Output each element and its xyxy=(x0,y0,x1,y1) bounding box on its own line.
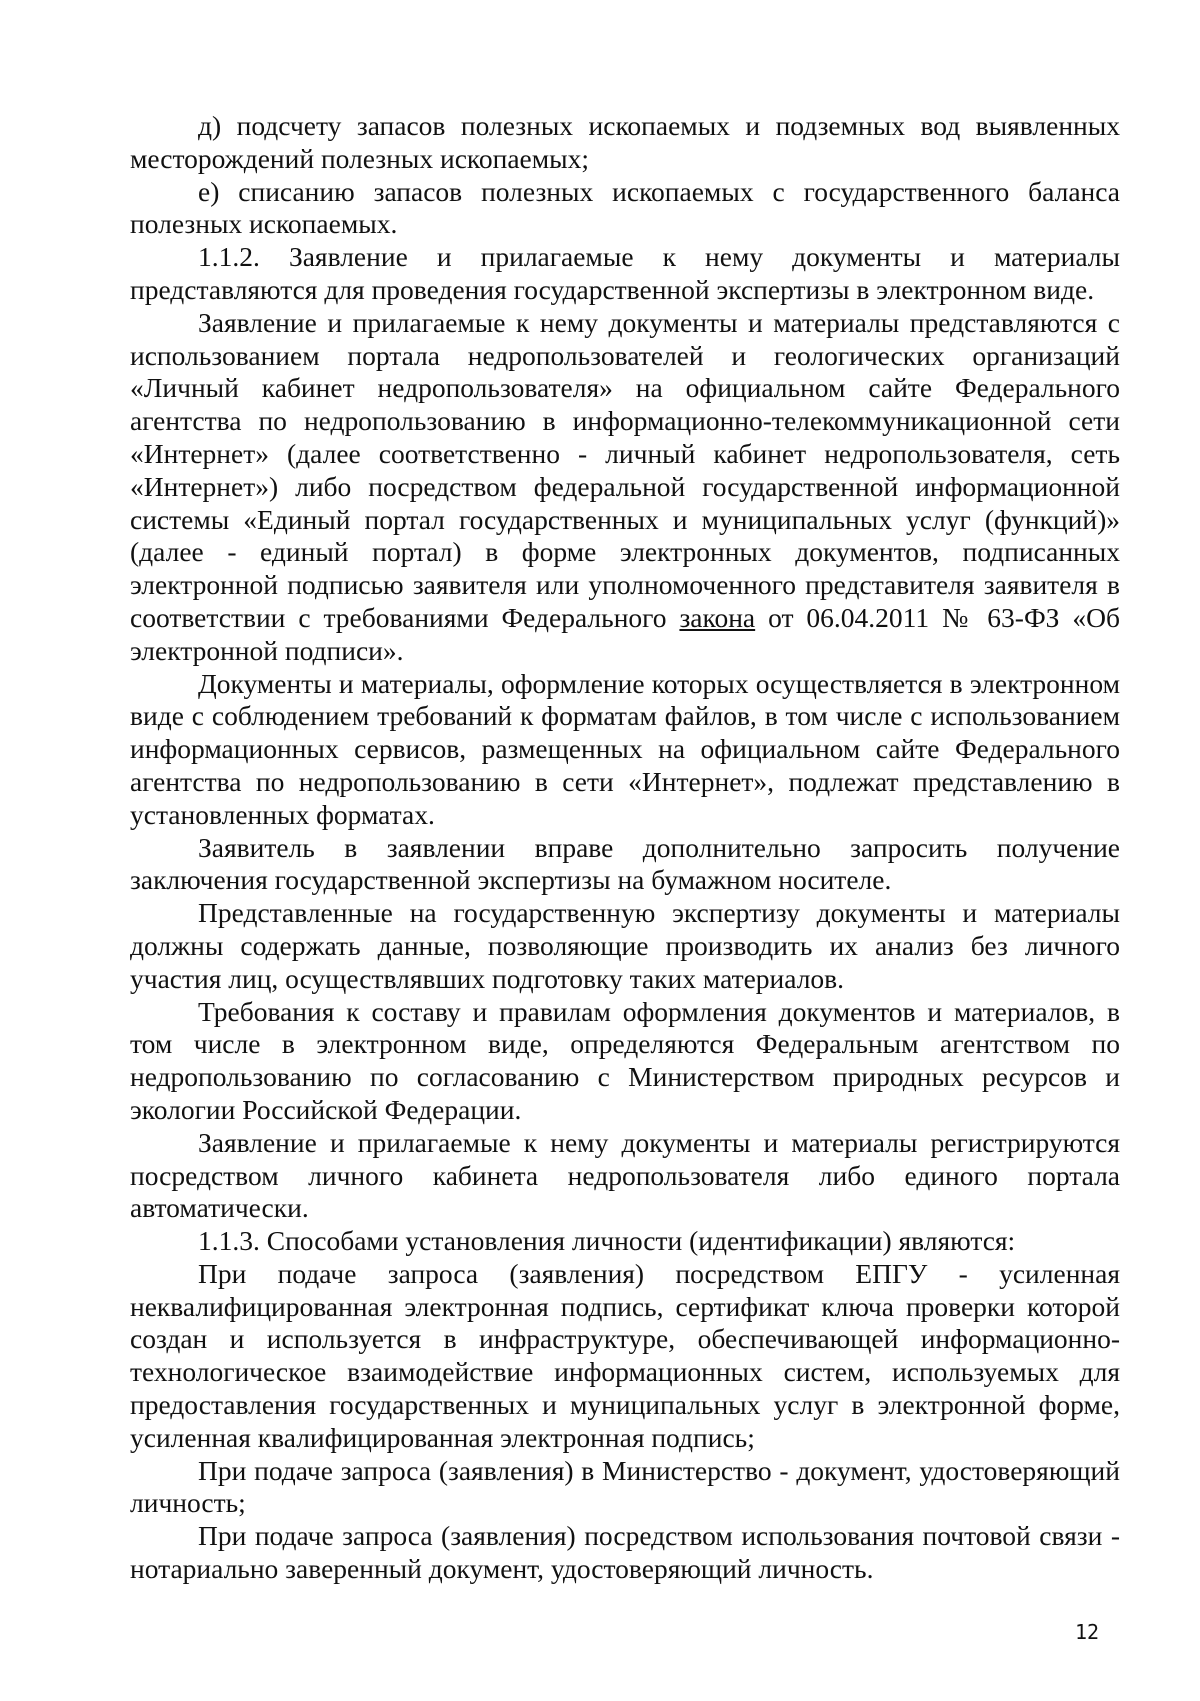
paragraph-text-after-link: от 06.04.2011 № 63-ФЗ «Об электронной подписи». xyxy=(130,601,1120,666)
paragraph-item-e: е) списанию запасов полезных ископаемых с государственного баланса полезных ископаемых. xyxy=(130,175,1120,240)
paragraph-epgu-identification: При подаче запроса (заявления) посредством ЕПГУ - усиленная неквалифицированная электронная подпись, сертификат ключа проверки которой создан и используется в инфраструктуре, обеспечивающей информационно-технологическое взаимодействие информационных систем, используемых для предоставления государственных и муниципальных услуг в электронной форме, усиленная квалифицированная электронная подпись; xyxy=(130,1257,1120,1453)
paragraph-paper-copy: Заявитель в заявлении вправе дополнительно запросить получение заключения государственной экспертизы на бумажном носителе. xyxy=(130,831,1120,896)
paragraph-registration: Заявление и прилагаемые к нему документы и материалы регистрируются посредством личного кабинета недропользователя либо единого портала автоматически. xyxy=(130,1126,1120,1224)
paragraph-item-d: д) подсчету запасов полезных ископаемых и подземных вод выявленных месторождений полезных ископаемых; xyxy=(130,110,1120,174)
paragraph-data-content: Представленные на государственную экспертизу документы и материалы должны содержать данные, позволяющие производить их анализ без личного участия лиц, осуществлявших подготовку таких материалов. xyxy=(130,897,1120,994)
paragraph-electronic-formats: Документы и материалы, оформление которых осуществляется в электронном виде с соблюдением требований к форматам файлов, в том числе с использованием информационных сервисов, размещенных на официальном сайте Федерального агентства по недропользованию в сети «Интернет», подлежат представлению в установленных форматах. xyxy=(130,667,1120,830)
paragraph-submission-channels xyxy=(130,307,1120,668)
paragraph-ministry-identification: При подаче запроса (заявления) в Министерство - документ, удостоверяющий личность; xyxy=(130,1454,1120,1519)
page-number: 12 xyxy=(1075,1620,1100,1644)
paragraph-requirements: Требования к составу и правилам оформления документов и материалов, в том числе в электронном виде, определяются Федеральным агентством по недропользованию по согласованию с Министерством природных ресурсов и экологии Российской Федерации. xyxy=(130,995,1120,1125)
paragraph-text-before-link: Заявление и прилагаемые к нему документы и материалы представляются с использованием портала недропользователей и геологических организаций «Личный кабинет недропользователя» на официальном сайте Федерального агентства по недропользованию в информационно-телекоммуникационной сети «Интернет» (далее соответственно - личный кабинет недропользователя, сеть «Интернет») либо посредством федеральной государственной информационной системы «Единый портал государственных и муниципальных услуг (функций)» (далее - единый портал) в форме электронных документов, подписанных электронной подписью заявителя или уполномоченного представителя заявителя в соответствии с требованиями Федерального xyxy=(130,306,1120,633)
law-link[interactable]: закона xyxy=(679,601,756,633)
paragraph-1-1-3: 1.1.3. Способами установления личности (идентификации) являются: xyxy=(198,1225,1016,1257)
paragraph-1-1-2: 1.1.2. Заявление и прилагаемые к нему документы и материалы представляются для проведения государственной экспертизы в электронном виде. xyxy=(130,241,1120,305)
document-body xyxy=(130,110,1120,1586)
paragraph-postal-identification: При подаче запроса (заявления) посредством использования почтовой связи - нотариально заверенный документ, удостоверяющий личность. xyxy=(130,1520,1120,1585)
